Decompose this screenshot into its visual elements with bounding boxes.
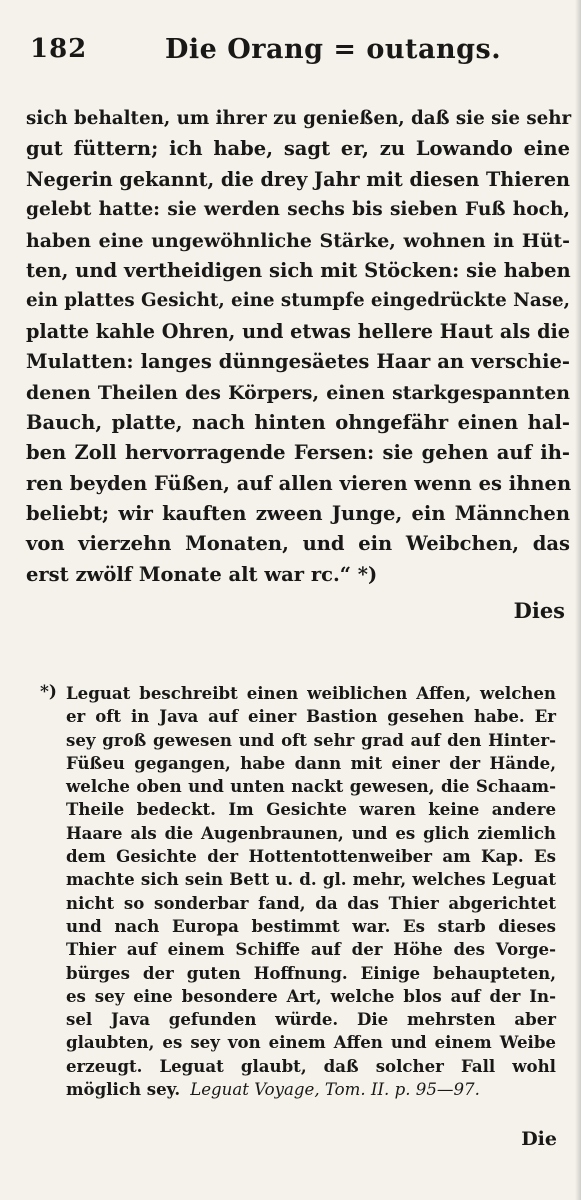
main-line: gelebt hatte: sie werden sechs bis sieben Fuß hoch, [26,199,570,221]
footnote-line: Thier auf einem Schiffe auf der Höhe des Vorge- [66,939,556,960]
main-line: ein plattes Gesicht, eine stumpfe eingedrückte Nase, [26,290,571,312]
footnote-line: es sey eine besondere Art, welche blos auf der In- [66,985,556,1006]
main-line: ben Zoll hervorragende Fersen: sie gehen auf ih- [26,441,570,465]
footnote-line: sel Java gefunden würde. Die mehrsten aber [66,1009,556,1030]
footnote-block [40,682,556,1101]
main-line: ten, und vertheidigen sich mit Stöcken: sie haben [26,258,571,282]
main-line: haben eine ungewöhnliche Stärke, wohnen in Hüt- [26,229,570,252]
footnote-line: dem Gesichte der Hottentottenweiber am Kap. Es [66,846,556,867]
page-header [30,34,551,74]
footnote-line: sey groß gewesen und oft sehr grad auf den Hinter- [66,729,556,750]
main-line: Mulatten: langes dünngesäetes Haar an verschie- [26,350,570,374]
catchword-main: Dies [513,598,565,623]
footnote-line: Theile bedeckt. Im Gesichte waren keine andere [66,799,556,820]
main-line: platte kahle Ohren, und etwas hellere Haut als die [26,319,570,343]
main-line: Negerin gekannt, die drey Jahr mit diesen Thieren [26,167,570,191]
catchword-footnote: Die [521,1128,557,1150]
main-line: ren beyden Füßen, auf allen vieren wenn es ihnen [26,471,572,495]
main-line: Bauch, platte, nach hinten ohngefähr einen hal- [26,410,570,434]
footnote-line: Haare als die Augenbraunen, und es glich ziemlich [66,822,556,843]
main-line: von vierzehn Monaten, und ein Weibchen, das [26,532,570,556]
footnote-line: machte sich sein Bett u. d. gl. mehr, welches Leguat [66,869,556,890]
page-number: 182 [30,34,88,64]
footnote-line: glaubten, es sey von einem Affen und einem Weibe [66,1032,556,1053]
footnote-lines [66,682,556,1101]
footnote-line: erzeugt. Leguat glaubt, daß solcher Fall wohl [66,1055,556,1076]
main-text-block [26,104,570,590]
running-title: Die Orang = outangs. [165,34,502,65]
footnote-line: welche oben und unten nackt gewesen, die Schaam- [66,776,556,797]
main-line: gut füttern; ich habe, sagt er, zu Lowando eine [26,137,570,161]
footnote-line: und nach Europa bestimmt war. Es starb dieses [66,915,556,936]
footnote-marker: *) [40,682,57,702]
page-edge-shadow [575,0,581,1200]
main-line: erst zwölf Monate alt war rc.“ *) [26,562,378,586]
footnote-line: Füßeu gegangen, habe dann mit einer der Hände, [66,752,556,773]
footnote-citation: Leguat Voyage, Tom. II. p. 95—97. [190,1080,480,1100]
footnote-last-line [66,1078,556,1101]
footnote-line: nicht so sonderbar fand, da das Thier abgerichtet [66,892,556,913]
footnote-last-text: möglich sey. [66,1079,181,1100]
main-line: beliebt; wir kauften zween Junge, ein Männchen [26,502,570,526]
main-line: sich behalten, um ihrer zu genießen, daß sie sie sehr [26,108,572,129]
main-line: denen Theilen des Körpers, einen starkgespannten [26,381,570,404]
footnote-line: er oft in Java auf einer Bastion gesehen habe. Er [66,706,556,727]
footnote-line: Leguat beschreibt einen weiblichen Affen, welchen [66,683,556,703]
footnote-line: bürges der guten Hoffnung. Einige behaupteten, [66,962,556,983]
